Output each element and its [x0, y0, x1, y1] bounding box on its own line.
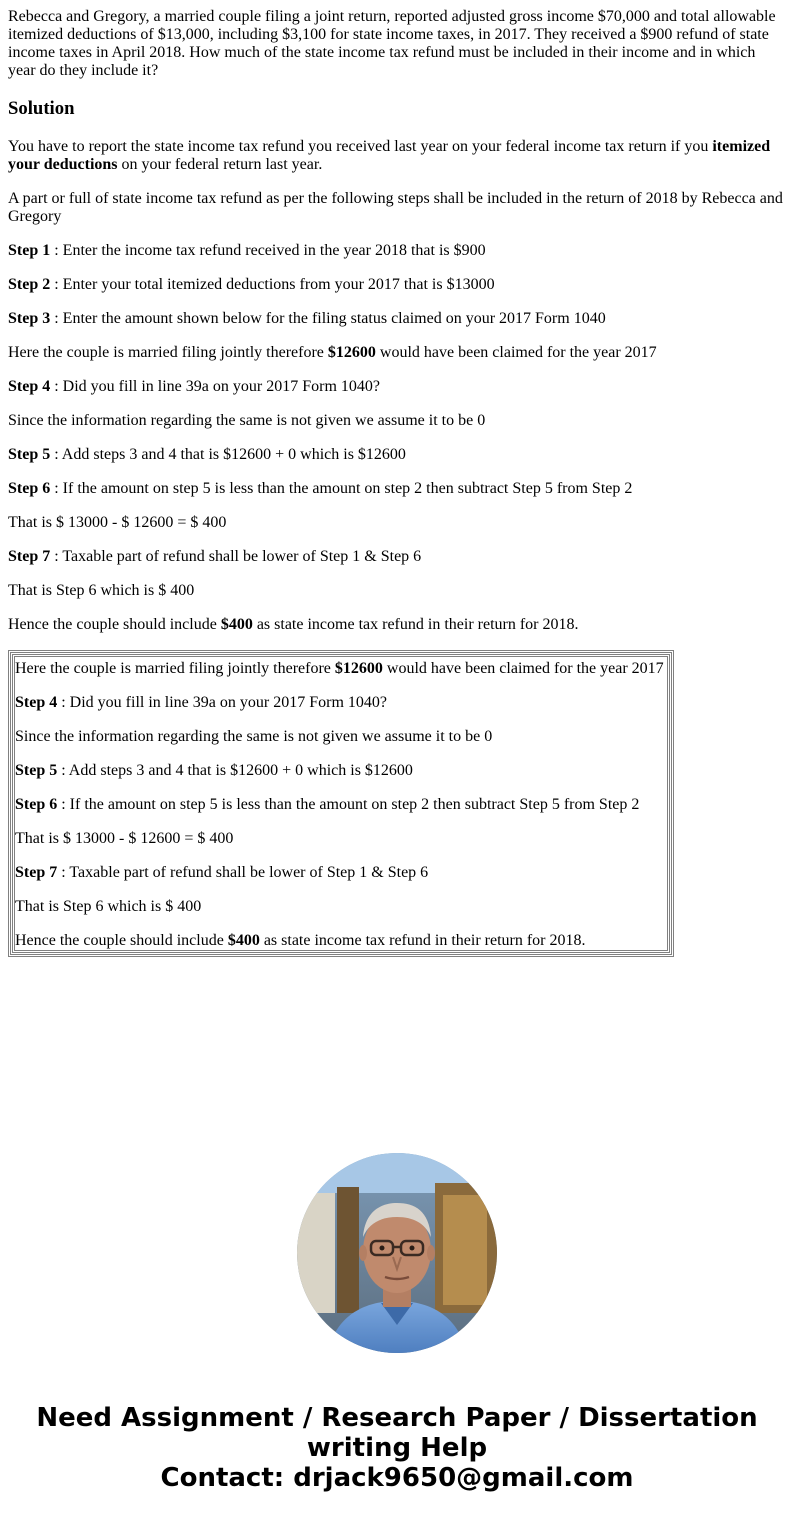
step-7: Step 7 : Taxable part of refund shall be lower of Step 1 & Step 6 — [8, 548, 422, 565]
box-calculation: That is $ 13000 - $ 12600 = $ 400 — [15, 830, 234, 847]
box-step-5: Step 5 : Add steps 3 and 4 that is $12600 + 0 which is $12600 — [15, 762, 413, 779]
footer-line-1: Need Assignment / Research Paper / Dissertation — [36, 1403, 758, 1433]
repeated-steps-box — [8, 650, 674, 957]
repeated-steps-inner — [12, 654, 670, 953]
box-conclusion: Hence the couple should include $400 as state income tax refund in their return for 2018. — [15, 932, 586, 949]
box-claimed-amount: Here the couple is married filing jointly therefore $12600 would have been claimed for the year 2017 — [15, 660, 664, 677]
author-avatar — [297, 1153, 497, 1353]
document-content — [8, 0, 786, 957]
calculation: That is $ 13000 - $ 12600 = $ 400 — [8, 514, 227, 531]
question-text: Rebecca and Gregory, a married couple filing a joint return, reported adjusted gross income $70,000 and total allowable itemized deductions of $13,000, including $3,100 for state income taxes, in 2017. They received a $900 refund of state income taxes in April 2018. How much of the state income tax refund must be included in their income and in which year do they include it? — [8, 8, 776, 79]
intro-paragraph: You have to report the state income tax refund you received last year on your federal income tax return if you itemized your deductions on your federal return last year. — [8, 138, 771, 173]
contact-footer — [0, 1403, 794, 1493]
footer-contact-line: Contact: drjack9650@gmail.com — [160, 1463, 634, 1493]
conclusion: Hence the couple should include $400 as state income tax refund in their return for 2018. — [8, 616, 579, 633]
step-1: Step 1 : Enter the income tax refund received in the year 2018 that is $900 — [8, 242, 486, 259]
box-assumption-note: Since the information regarding the same is not given we assume it to be 0 — [15, 728, 493, 745]
footer-line-2: writing Help — [306, 1433, 488, 1463]
box-step-4: Step 4 : Did you fill in line 39a on your 2017 Form 1040? — [15, 694, 387, 711]
box-step-7: Step 7 : Taxable part of refund shall be lower of Step 1 & Step 6 — [15, 864, 429, 881]
assumption-note: Since the information regarding the same is not given we assume it to be 0 — [8, 412, 486, 429]
solution-heading: Solution — [8, 98, 75, 119]
step-5: Step 5 : Add steps 3 and 4 that is $12600 + 0 which is $12600 — [8, 446, 406, 463]
step-2: Step 2 : Enter your total itemized deductions from your 2017 that is $13000 — [8, 276, 495, 293]
step-6: Step 6 : If the amount on step 5 is less than the amount on step 2 then subtract Step 5 from Step 2 — [8, 480, 633, 497]
box-step-6: Step 6 : If the amount on step 5 is less than the amount on step 2 then subtract Step 5 from Step 2 — [15, 796, 640, 813]
step-4: Step 4 : Did you fill in line 39a on your 2017 Form 1040? — [8, 378, 380, 395]
step-3: Step 3 : Enter the amount shown below for the filing status claimed on your 2017 Form 1040 — [8, 310, 606, 327]
partial-note: A part or full of state income tax refund as per the following steps shall be included in the return of 2018 by Rebecca and Gregory — [8, 190, 783, 225]
box-result-line: That is Step 6 which is $ 400 — [15, 898, 202, 915]
author-portrait-image — [297, 1153, 497, 1353]
claimed-amount: Here the couple is married filing jointly therefore $12600 would have been claimed for the year 2017 — [8, 344, 657, 361]
result-line: That is Step 6 which is $ 400 — [8, 582, 195, 599]
